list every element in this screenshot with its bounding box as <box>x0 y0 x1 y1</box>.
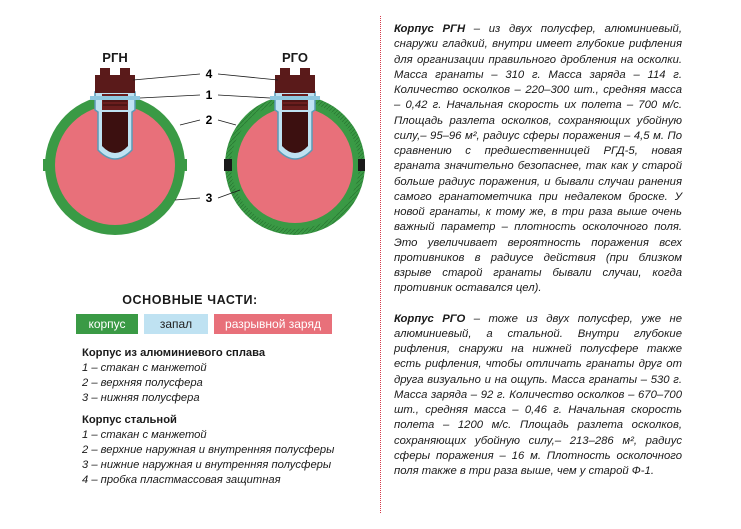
list-item: 2 – верхние наружная и внутренняя полусферы <box>82 444 335 456</box>
legend-body: корпус <box>76 314 138 334</box>
body-rgo: – тоже из двух полусфер, уже не алюминиевый, а стальной. Внутри глубокие рифления, снаружи на нижней полусфере также есть рифления, чтобы отличать гранаты друг от друга визуально и на ощупь. Масса гранаты – 530 г. Масса заряда – 92 г. Количество осколков – 670–700 шт., средняя масса – 0,46 г. Начальная скорость полета – 1200 м/с. Площадь разлета осколков, сохраняющих убойную силу,– 213–286 м², радиус сферы поражения – 16 м. Плотность осколочного поля также в три раза выше, чем у старой Ф-1. <box>394 312 682 477</box>
callout-3: 3 <box>205 191 213 205</box>
dotted-divider <box>380 16 381 513</box>
lead-rgn: Корпус РГН <box>394 23 466 35</box>
color-legend <box>76 314 332 336</box>
list-item: 1 – стакан с манжетой <box>82 429 207 441</box>
parts-lists <box>82 346 372 488</box>
callout-4: 4 <box>205 67 213 81</box>
paragraph-rgn <box>394 22 682 297</box>
callout-1: 1 <box>205 88 213 102</box>
rgo-grenade <box>224 68 365 235</box>
rgn-grenade <box>43 68 187 235</box>
lead-rgo: Корпус РГО <box>394 312 466 325</box>
grenade-cross-section-diagram <box>40 40 365 280</box>
list-aluminium-title: Корпус из алюминиевого сплава <box>82 347 266 359</box>
legend-fuze: запал <box>144 314 208 334</box>
paragraph-rgo <box>394 312 682 480</box>
list-item: 1 – стакан с манжетой <box>82 362 207 374</box>
body-rgn: – из двух полусфер, алюминиевый, снаружи гладкий, внутри имеет глубокие рифления для организации правильного дробления на осколки. Масса гранаты – 310 г. Масса заряда – 114 г. Количество осколков – 220–300 шт., средняя масса – 0,42 г. Начальная скорость их полета – 700 м/с. Площадь разлета осколков, сохраняющих убойную силу,– 95–96 м², радиус сферы поражения – 4,5 м. По сравнению с предшественницей РГД-5, новая граната значительно безопаснее, так как у старой больше радиус поражения, и бывали случаи ранения самого гранатометчика при недалеком броске. У новой гранаты, к тому же, в три раза выше очень важный параметр – плотность осколочного поля. Это увеличивает вероятность поражения всех противников в радиусе действия (при близком взрыве старой гранаты бывали случаи, когда противник оставался цел). <box>394 23 682 295</box>
list-item: 2 – верхняя полусфера <box>82 377 203 389</box>
label-rgn: РГН <box>102 50 128 65</box>
callout-2: 2 <box>205 113 213 127</box>
description-text <box>394 22 682 494</box>
legend-charge: разрывной заряд <box>214 314 332 334</box>
list-item: 3 – нижняя полусфера <box>82 392 200 404</box>
list-item: 4 – пробка пластмассовая защитная <box>82 474 281 486</box>
label-rgo: РГО <box>282 50 308 65</box>
list-steel-title: Корпус стальной <box>82 414 177 426</box>
parts-heading: ОСНОВНЫЕ ЧАСТИ: <box>122 293 258 307</box>
list-item: 3 – нижние наружная и внутренняя полусферы <box>82 459 332 471</box>
